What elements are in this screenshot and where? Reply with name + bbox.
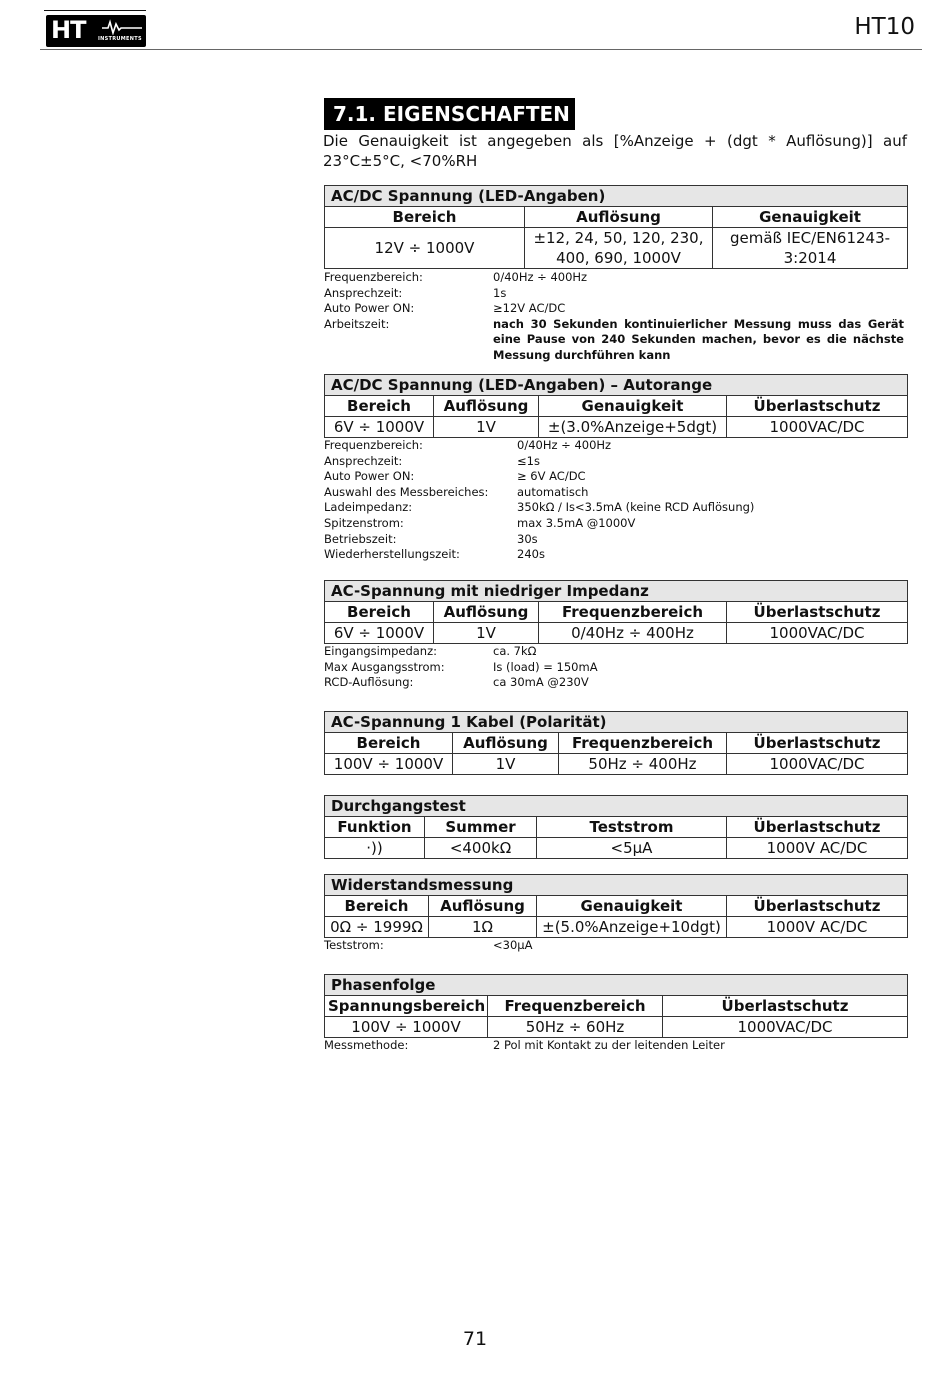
logo-box (46, 15, 146, 47)
cell-teststrom: <5µA (537, 838, 727, 859)
spec-row (324, 485, 904, 501)
spec-key: Auto Power ON: (324, 301, 415, 316)
spec-key: Arbeitszeit: (324, 316, 390, 331)
cell-ueberlastschutz: 1000VAC/DC (727, 623, 908, 644)
spec-key: Ansprechzeit: (324, 285, 403, 300)
cell-aufloesung: ±12, 24, 50, 120, 230, 400, 690, 1000V (525, 228, 713, 269)
spec-value: <30µA (493, 938, 533, 952)
col-header-frequenzbereich: Frequenzbereich (539, 602, 727, 623)
col-header-spannungsbereich: Spannungsbereich (325, 996, 488, 1017)
spec-key: Auswahl des Messbereiches: (324, 484, 489, 499)
table-title: Durchgangstest (325, 796, 908, 817)
spec-value: 1s (493, 285, 507, 300)
spec-value: ≤1s (517, 453, 540, 468)
table-ac-low-impedance (324, 580, 908, 644)
spec-key: Ladeimpedanz: (324, 500, 413, 515)
cell-genauigkeit: gemäß IEC/EN61243-3:2014 (713, 228, 908, 269)
spec-key: Max Ausgangsstrom: (324, 659, 445, 674)
col-header-genauigkeit: Genauigkeit (537, 896, 727, 917)
col-header-teststrom: Teststrom (537, 817, 727, 838)
continuity-buzzer-icon: ·)) (325, 838, 425, 859)
col-header-bereich: Bereich (325, 207, 525, 228)
col-header-frequenzbereich: Frequenzbereich (559, 733, 727, 754)
cell-frequenzbereich: 50Hz ÷ 60Hz (488, 1017, 663, 1038)
table-acdc-autorange (324, 374, 908, 438)
logo-text: HT (51, 16, 86, 44)
cell-genauigkeit: ±(3.0%Anzeige+5dgt) (539, 417, 727, 438)
col-header-aufloesung: Auflösung (434, 396, 539, 417)
spec-value: Is (load) = 150mA (493, 659, 598, 674)
col-header-aufloesung: Auflösung (525, 207, 713, 228)
spec-key: Frequenzbereich: (324, 438, 423, 452)
col-header-bereich: Bereich (325, 733, 453, 754)
spec-value: 0/40Hz ÷ 400Hz (493, 270, 588, 284)
col-header-bereich: Bereich (325, 396, 434, 417)
spec-row (324, 532, 904, 548)
cell-bereich: 0Ω ÷ 1999Ω (325, 917, 429, 938)
col-header-ueberlastschutz: Überlastschutz (727, 396, 908, 417)
spec-value: nach 30 Sekunden kontinuierlicher Messung muss das Gerät eine Pause von 240 Sekunden machen, bevor es die nächste Messung durchführen kann (493, 316, 904, 362)
section-title: 7.1. EIGENSCHAFTEN (324, 98, 575, 130)
intro-text: Die Genauigkeit ist angegeben als [%Anzeige + (dgt * Auflösung)] auf 23°C±5°C, <70%RH (323, 132, 907, 170)
spec-value: 240s (517, 547, 545, 562)
table-phasenfolge (324, 974, 908, 1038)
cell-aufloesung: 1Ω (429, 917, 537, 938)
spec-row (324, 660, 904, 676)
col-header-genauigkeit: Genauigkeit (713, 207, 908, 228)
col-header-bereich: Bereich (325, 896, 429, 917)
cell-ueberlastschutz: 1000VAC/DC (727, 417, 908, 438)
specs-widerstandsmessung (324, 938, 904, 954)
col-header-funktion: Funktion (325, 817, 425, 838)
specs-acdc-led (324, 270, 904, 364)
spec-value: automatisch (517, 484, 589, 499)
spec-row (324, 438, 904, 454)
table-title: AC-Spannung 1 Kabel (Polarität) (325, 712, 908, 733)
spec-key: Ansprechzeit: (324, 453, 403, 468)
table-ac-1-kabel (324, 711, 908, 775)
spec-row (324, 286, 904, 302)
col-header-ueberlastschutz: Überlastschutz (727, 896, 908, 917)
spec-key: Wiederherstellungszeit: (324, 547, 460, 562)
spec-row (324, 301, 904, 317)
spec-value: 0/40Hz ÷ 400Hz (517, 438, 612, 452)
spec-key: Betriebszeit: (324, 531, 397, 546)
spec-value: ca 30mA @230V (493, 675, 589, 690)
table-title: Phasenfolge (325, 975, 908, 996)
cell-summer: <400kΩ (425, 838, 537, 859)
cell-aufloesung: 1V (434, 623, 539, 644)
col-header-genauigkeit: Genauigkeit (539, 396, 727, 417)
spec-row (324, 454, 904, 470)
spec-key: Messmethode: (324, 1038, 409, 1052)
spec-value: max 3.5mA @1000V (517, 515, 636, 530)
specs-ac-low-impedance (324, 644, 904, 691)
col-header-ueberlastschutz: Überlastschutz (727, 817, 908, 838)
table-title: Widerstandsmessung (325, 875, 908, 896)
spec-key: Auto Power ON: (324, 469, 415, 484)
spec-key: Teststrom: (324, 938, 384, 952)
model-name: HT10 (854, 14, 915, 40)
spec-value: 30s (517, 531, 538, 546)
col-header-bereich: Bereich (325, 602, 434, 623)
cell-bereich: 12V ÷ 1000V (325, 228, 525, 269)
spec-row (324, 644, 904, 660)
spec-value: ≥ 6V AC/DC (517, 469, 586, 484)
spec-key: Eingangsimpedanz: (324, 644, 437, 658)
spec-row (324, 1038, 904, 1054)
cell-ueberlastschutz: 1000VAC/DC (727, 754, 908, 775)
spec-key: Frequenzbereich: (324, 270, 423, 284)
cell-ueberlastschutz: 1000V AC/DC (727, 838, 908, 859)
spec-row (324, 675, 904, 691)
col-header-aufloesung: Auflösung (453, 733, 559, 754)
table-title: AC-Spannung mit niedriger Impedanz (325, 581, 908, 602)
spec-row (324, 500, 904, 516)
col-header-ueberlastschutz: Überlastschutz (727, 733, 908, 754)
col-header-aufloesung: Auflösung (429, 896, 537, 917)
spec-row (324, 270, 904, 286)
spec-value: 2 Pol mit Kontakt zu der leitenden Leiter (493, 1038, 725, 1052)
table-acdc-led (324, 185, 908, 269)
specs-phasenfolge (324, 1038, 904, 1054)
header-divider (40, 49, 922, 50)
page-number: 71 (462, 1328, 488, 1350)
spec-row (324, 469, 904, 485)
table-title: AC/DC Spannung (LED-Angaben) (325, 186, 908, 207)
waveform-icon (102, 19, 142, 35)
col-header-summer: Summer (425, 817, 537, 838)
spec-value: ca. 7kΩ (493, 644, 537, 658)
cell-genauigkeit: ±(5.0%Anzeige+10dgt) (537, 917, 727, 938)
cell-bereich: 6V ÷ 1000V (325, 623, 434, 644)
cell-ueberlastschutz: 1000VAC/DC (663, 1017, 908, 1038)
logo-subtitle: INSTRUMENTS (98, 36, 142, 42)
col-header-frequenzbereich: Frequenzbereich (488, 996, 663, 1017)
spec-row (324, 938, 904, 954)
spec-value: 350kΩ / Is<3.5mA (keine RCD Auflösung) (517, 500, 755, 515)
spec-key: RCD-Auflösung: (324, 675, 414, 690)
cell-bereich: 6V ÷ 1000V (325, 417, 434, 438)
spec-row (324, 547, 904, 563)
cell-ueberlastschutz: 1000V AC/DC (727, 917, 908, 938)
col-header-ueberlastschutz: Überlastschutz (663, 996, 908, 1017)
cell-spannungsbereich: 100V ÷ 1000V (325, 1017, 488, 1038)
cell-bereich: 100V ÷ 1000V (325, 754, 453, 775)
cell-frequenzbereich: 50Hz ÷ 400Hz (559, 754, 727, 775)
spec-value: ≥12V AC/DC (493, 301, 566, 316)
table-durchgangstest (324, 795, 908, 859)
spec-key: Spitzenstrom: (324, 515, 404, 530)
specs-acdc-autorange (324, 438, 904, 563)
cell-aufloesung: 1V (434, 417, 539, 438)
ht-instruments-logo (44, 10, 146, 47)
table-title: AC/DC Spannung (LED-Angaben) – Autorange (325, 375, 908, 396)
spec-row (324, 516, 904, 532)
spec-row (324, 317, 904, 364)
table-widerstandsmessung (324, 874, 908, 938)
cell-frequenzbereich: 0/40Hz ÷ 400Hz (539, 623, 727, 644)
col-header-aufloesung: Auflösung (434, 602, 539, 623)
col-header-ueberlastschutz: Überlastschutz (727, 602, 908, 623)
cell-aufloesung: 1V (453, 754, 559, 775)
